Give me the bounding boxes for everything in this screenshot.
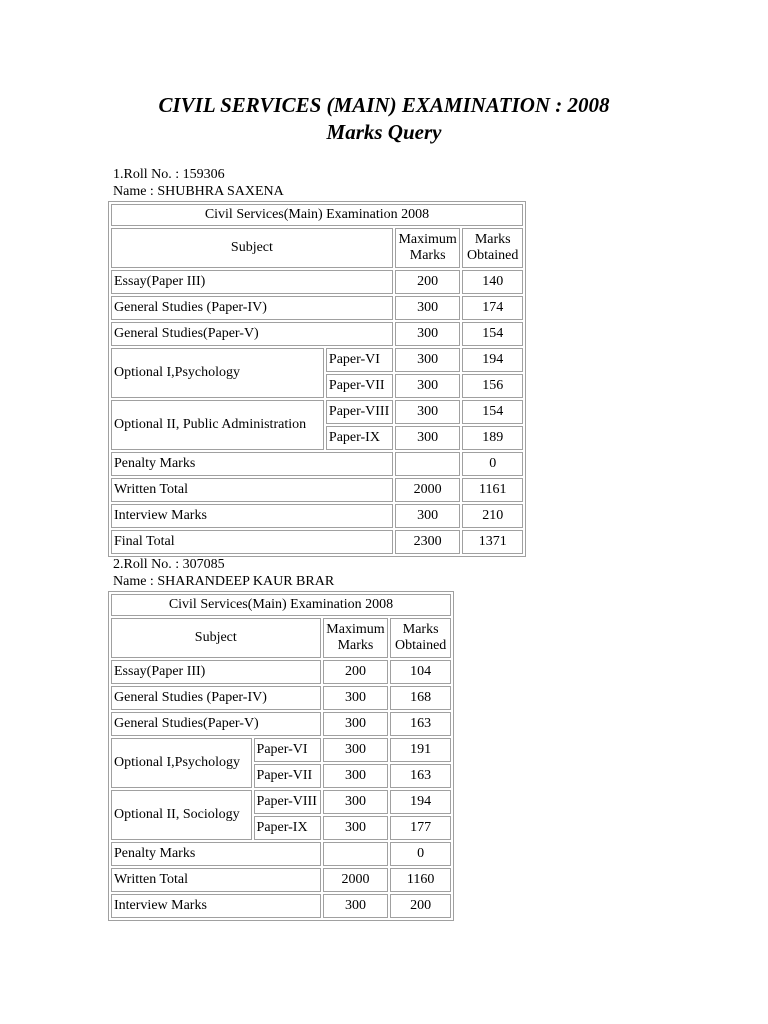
subject-header: Subject bbox=[111, 618, 321, 658]
max-marks-cell: 2300 bbox=[395, 530, 461, 554]
obtained-marks-cell: 200 bbox=[390, 894, 451, 918]
subject-cell: Written Total bbox=[111, 478, 393, 502]
optional-subject-cell: Optional II, Sociology bbox=[111, 790, 252, 840]
page-title: CIVIL SERVICES (MAIN) EXAMINATION : 2008 bbox=[158, 93, 610, 117]
obtained-marks-cell: 174 bbox=[462, 296, 523, 320]
max-marks-cell: 300 bbox=[395, 348, 461, 372]
paper-cell: Paper-VI bbox=[254, 738, 321, 762]
table-caption: Civil Services(Main) Examination 2008 bbox=[111, 594, 451, 616]
table-row bbox=[111, 400, 523, 424]
obtained-marks-cell: 0 bbox=[390, 842, 451, 866]
paper-cell: Paper-VI bbox=[326, 348, 393, 372]
obtained-marks-cell: 1160 bbox=[390, 868, 451, 892]
obtained-marks-cell: 0 bbox=[462, 452, 523, 476]
obtained-marks-cell: 154 bbox=[462, 400, 523, 424]
max-marks-cell: 2000 bbox=[395, 478, 461, 502]
table-row bbox=[111, 790, 451, 814]
subject-cell: General Studies(Paper-V) bbox=[111, 322, 393, 346]
candidate-1-info bbox=[113, 166, 284, 200]
maximum-marks-header: Maximum Marks bbox=[395, 228, 461, 268]
subject-cell: Essay(Paper III) bbox=[111, 660, 321, 684]
max-marks-cell: 300 bbox=[323, 738, 389, 762]
optional-subject-cell: Optional I,Psychology bbox=[111, 738, 252, 788]
obtained-marks-cell: 168 bbox=[390, 686, 451, 710]
page-subtitle: Marks Query bbox=[326, 120, 442, 144]
table-caption: Civil Services(Main) Examination 2008 bbox=[111, 204, 523, 226]
obtained-marks-cell: 194 bbox=[462, 348, 523, 372]
table-row bbox=[111, 738, 451, 762]
table-row bbox=[111, 868, 451, 892]
max-marks-cell: 300 bbox=[323, 764, 389, 788]
paper-cell: Paper-VIII bbox=[326, 400, 393, 424]
table-row bbox=[111, 660, 451, 684]
paper-cell: Paper-VII bbox=[254, 764, 321, 788]
paper-cell: Paper-IX bbox=[326, 426, 393, 450]
roll-number: 1.Roll No. : 159306 bbox=[113, 167, 225, 182]
obtained-marks-cell: 104 bbox=[390, 660, 451, 684]
max-marks-cell bbox=[323, 842, 389, 866]
obtained-marks-cell: 189 bbox=[462, 426, 523, 450]
candidate-2-info bbox=[113, 556, 334, 590]
max-marks-cell bbox=[395, 452, 461, 476]
candidate-name: Name : SHUBHRA SAXENA bbox=[113, 184, 284, 199]
obtained-marks-cell: 1161 bbox=[462, 478, 523, 502]
max-marks-cell: 300 bbox=[323, 712, 389, 736]
subject-cell: Penalty Marks bbox=[111, 842, 321, 866]
max-marks-cell: 2000 bbox=[323, 868, 389, 892]
max-marks-cell: 300 bbox=[395, 400, 461, 424]
subject-cell: Interview Marks bbox=[111, 894, 321, 918]
roll-number: 2.Roll No. : 307085 bbox=[113, 557, 225, 572]
table-row bbox=[111, 452, 523, 476]
optional-subject-cell: Optional I,Psychology bbox=[111, 348, 324, 398]
subject-cell: Essay(Paper III) bbox=[111, 270, 393, 294]
marks-obtained-header: Marks Obtained bbox=[390, 618, 451, 658]
table-row bbox=[111, 530, 523, 554]
max-marks-cell: 300 bbox=[395, 374, 461, 398]
table-row bbox=[111, 894, 451, 918]
table-row bbox=[111, 842, 451, 866]
obtained-marks-cell: 163 bbox=[390, 764, 451, 788]
max-marks-cell: 300 bbox=[323, 816, 389, 840]
max-marks-cell: 300 bbox=[395, 322, 461, 346]
table-row bbox=[111, 504, 523, 528]
subject-cell: Written Total bbox=[111, 868, 321, 892]
obtained-marks-cell: 140 bbox=[462, 270, 523, 294]
max-marks-cell: 300 bbox=[323, 894, 389, 918]
obtained-marks-cell: 154 bbox=[462, 322, 523, 346]
max-marks-cell: 300 bbox=[395, 296, 461, 320]
max-marks-cell: 300 bbox=[323, 790, 389, 814]
maximum-marks-header: Maximum Marks bbox=[323, 618, 389, 658]
subject-cell: General Studies(Paper-V) bbox=[111, 712, 321, 736]
marks-obtained-header: Marks Obtained bbox=[462, 228, 523, 268]
obtained-marks-cell: 194 bbox=[390, 790, 451, 814]
obtained-marks-cell: 177 bbox=[390, 816, 451, 840]
subject-header: Subject bbox=[111, 228, 393, 268]
marks-table-1 bbox=[108, 201, 526, 557]
subject-cell: Final Total bbox=[111, 530, 393, 554]
obtained-marks-cell: 191 bbox=[390, 738, 451, 762]
table-row bbox=[111, 322, 523, 346]
subject-cell: General Studies (Paper-IV) bbox=[111, 296, 393, 320]
subject-cell: Penalty Marks bbox=[111, 452, 393, 476]
optional-subject-cell: Optional II, Public Administration bbox=[111, 400, 324, 450]
max-marks-cell: 300 bbox=[395, 426, 461, 450]
paper-cell: Paper-IX bbox=[254, 816, 321, 840]
paper-cell: Paper-VII bbox=[326, 374, 393, 398]
page-heading bbox=[0, 92, 768, 146]
table-row bbox=[111, 270, 523, 294]
candidate-name: Name : SHARANDEEP KAUR BRAR bbox=[113, 574, 335, 589]
max-marks-cell: 200 bbox=[395, 270, 461, 294]
table-row bbox=[111, 348, 523, 372]
paper-cell: Paper-VIII bbox=[254, 790, 321, 814]
subject-cell: General Studies (Paper-IV) bbox=[111, 686, 321, 710]
table-row bbox=[111, 712, 451, 736]
obtained-marks-cell: 163 bbox=[390, 712, 451, 736]
obtained-marks-cell: 156 bbox=[462, 374, 523, 398]
max-marks-cell: 200 bbox=[323, 660, 389, 684]
obtained-marks-cell: 1371 bbox=[462, 530, 523, 554]
max-marks-cell: 300 bbox=[395, 504, 461, 528]
max-marks-cell: 300 bbox=[323, 686, 389, 710]
marks-table-2 bbox=[108, 591, 454, 921]
table-row bbox=[111, 478, 523, 502]
table-row bbox=[111, 296, 523, 320]
subject-cell: Interview Marks bbox=[111, 504, 393, 528]
table-row bbox=[111, 686, 451, 710]
obtained-marks-cell: 210 bbox=[462, 504, 523, 528]
